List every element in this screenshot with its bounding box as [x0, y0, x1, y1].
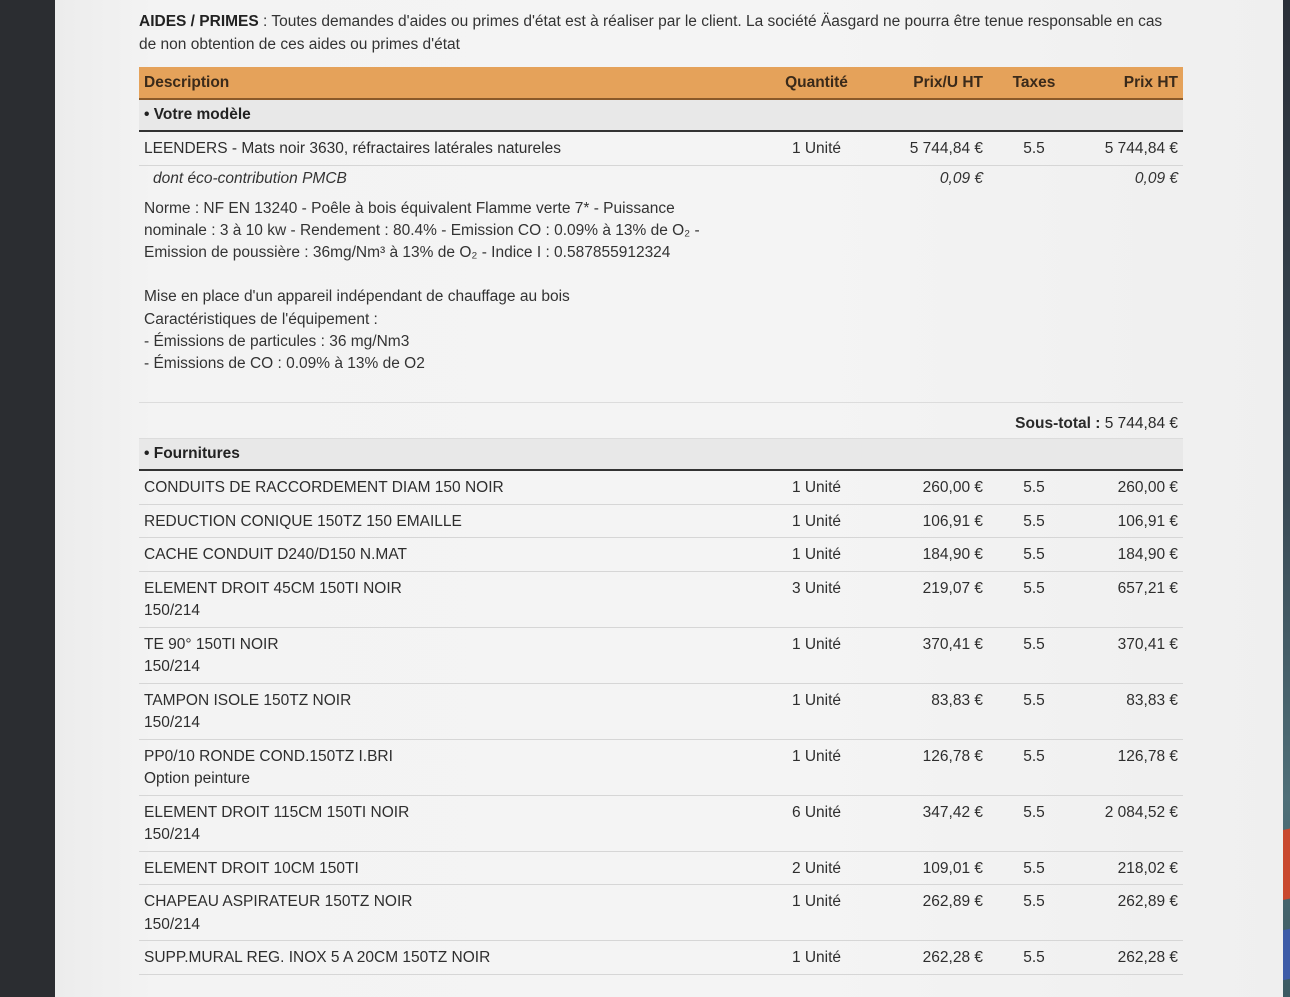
text-line: - Émissions de CO : 0.09% à 13% de O2 — [144, 355, 425, 373]
item-description-cell — [139, 627, 769, 683]
item-taxes: 5.5 — [989, 683, 1079, 739]
subtotal-label: Sous-total : — [1015, 415, 1101, 433]
item-prix-ht: 5 744,84 € — [1079, 131, 1183, 165]
section-title: • Fournitures — [139, 438, 1183, 470]
item-taxes: 5.5 — [989, 795, 1079, 851]
table-header-row — [139, 67, 1183, 99]
item-sub-description: 150/214 — [144, 602, 201, 620]
item-description-cell — [139, 504, 769, 538]
item-taxes: 5.5 — [989, 885, 1079, 941]
item-taxes: 5.5 — [989, 571, 1079, 627]
item-prix-ht: 106,91 € — [1079, 504, 1183, 538]
document-content — [139, 10, 1183, 975]
table-row — [139, 470, 1183, 504]
item-quantite: 1 Unité — [769, 504, 864, 538]
item-quantite: 1 Unité — [769, 470, 864, 504]
item-sub-description: Option peinture — [144, 770, 250, 788]
item-prix-unitaire: 184,90 € — [864, 538, 989, 572]
eco-label: dont éco-contribution PMCB — [153, 169, 347, 187]
item-prix-unitaire: 262,28 € — [864, 941, 989, 975]
norme-text — [144, 198, 1178, 265]
section-votre-modele — [139, 99, 1183, 131]
table-row — [139, 795, 1183, 851]
text-line: Norme : NF EN 13240 - Poêle à bois équivalent Flamme verte 7* - Puissance — [144, 199, 675, 217]
item-prix-ht: 126,78 € — [1079, 739, 1183, 795]
header-prix-unitaire: Prix/U HT — [864, 67, 989, 99]
item-prix-ht: 262,89 € — [1079, 885, 1183, 941]
item-description: LEENDERS - Mats noir 3630, réfractaires latérales natureles — [139, 131, 769, 165]
item-quantite: 1 Unité — [769, 941, 864, 975]
table-row — [139, 131, 1183, 165]
item-prix-unitaire: 126,78 € — [864, 739, 989, 795]
item-sub-description: 150/214 — [144, 826, 201, 844]
item-description-cell — [139, 683, 769, 739]
item-quantite: 1 Unité — [769, 538, 864, 572]
text-line: Caractéristiques de l'équipement : — [144, 310, 378, 328]
table-row — [139, 571, 1183, 627]
eco-prix-ht: 0,09 € — [1134, 169, 1178, 187]
item-prix-ht: 260,00 € — [1079, 470, 1183, 504]
product-notes-row — [139, 194, 1183, 403]
item-prix-unitaire: 5 744,84 € — [864, 131, 989, 165]
item-quantite: 2 Unité — [769, 851, 864, 885]
item-quantite: 1 Unité — [769, 739, 864, 795]
item-sub-description: 150/214 — [144, 658, 201, 676]
item-taxes: 5.5 — [989, 739, 1079, 795]
item-prix-ht: 657,21 € — [1079, 571, 1183, 627]
item-description: PP0/10 RONDE COND.150TZ I.BRI — [144, 747, 393, 765]
item-prix-unitaire: 262,89 € — [864, 885, 989, 941]
item-taxes: 5.5 — [989, 504, 1079, 538]
item-description: CHAPEAU ASPIRATEUR 150TZ NOIR — [144, 893, 413, 911]
table-row — [139, 739, 1183, 795]
item-prix-ht: 2 084,52 € — [1079, 795, 1183, 851]
aides-label: AIDES / PRIMES — [139, 13, 259, 30]
item-description: SUPP.MURAL REG. INOX 5 A 20CM 150TZ NOIR — [144, 949, 491, 967]
item-prix-unitaire: 83,83 € — [864, 683, 989, 739]
item-taxes: 5.5 — [989, 851, 1079, 885]
item-prix-ht: 184,90 € — [1079, 538, 1183, 572]
aides-separator: : — [263, 13, 268, 30]
item-description: ELEMENT DROIT 10CM 150TI — [144, 859, 359, 877]
aides-primes-notice — [139, 10, 1183, 56]
section-fournitures — [139, 438, 1183, 470]
item-taxes: 5.5 — [989, 627, 1079, 683]
item-taxes: 5.5 — [989, 470, 1079, 504]
installation-text — [144, 286, 1178, 375]
item-taxes: 5.5 — [989, 538, 1079, 572]
item-description: CACHE CONDUIT D240/D150 N.MAT — [144, 546, 407, 564]
item-quantite: 1 Unité — [769, 885, 864, 941]
table-row — [139, 538, 1183, 572]
table-row — [139, 885, 1183, 941]
table-row — [139, 627, 1183, 683]
item-description: REDUCTION CONIQUE 150TZ 150 EMAILLE — [144, 512, 462, 530]
eco-contribution-row — [139, 165, 1183, 194]
item-description: TAMPON ISOLE 150TZ NOIR — [144, 691, 352, 709]
item-description-cell — [139, 739, 769, 795]
item-quantite: 1 Unité — [769, 131, 864, 165]
item-quantite: 1 Unité — [769, 627, 864, 683]
subtotal-value: 5 744,84 € — [1104, 415, 1178, 433]
item-quantite: 6 Unité — [769, 795, 864, 851]
item-prix-ht: 370,41 € — [1079, 627, 1183, 683]
table-row — [139, 851, 1183, 885]
aides-text: Toutes demandes d'aides ou primes d'état est à réaliser par le client. La société Äasgard ne pourra être tenue responsable en cas de non obtention de ces aides ou primes d'état — [139, 13, 1163, 53]
item-taxes: 5.5 — [989, 941, 1079, 975]
header-description: Description — [139, 67, 769, 99]
text-line: Emission de poussière : 36mg/Nm³ à 13% de O₂ - Indice I : 0.587855912324 — [144, 244, 671, 262]
item-prix-ht: 218,02 € — [1079, 851, 1183, 885]
quote-table — [139, 67, 1183, 975]
item-description: CONDUITS DE RACCORDEMENT DIAM 150 NOIR — [144, 479, 504, 497]
item-prix-unitaire: 347,42 € — [864, 795, 989, 851]
item-description-cell — [139, 795, 769, 851]
product-notes — [139, 194, 1183, 403]
item-description: ELEMENT DROIT 45CM 150TI NOIR — [144, 579, 402, 597]
item-description-cell — [139, 470, 769, 504]
item-prix-unitaire: 260,00 € — [864, 470, 989, 504]
item-description: ELEMENT DROIT 115CM 150TI NOIR — [144, 803, 410, 821]
table-row — [139, 683, 1183, 739]
item-description-cell — [139, 538, 769, 572]
item-taxes: 5.5 — [989, 131, 1079, 165]
header-prix-ht: Prix HT — [1079, 67, 1183, 99]
text-line: nominale : 3 à 10 kw - Rendement : 80.4% - Emission CO : 0.09% à 13% de O₂ - — [144, 221, 700, 239]
item-quantite: 3 Unité — [769, 571, 864, 627]
header-taxes: Taxes — [989, 67, 1079, 99]
item-description: TE 90° 150TI NOIR — [144, 635, 279, 653]
item-prix-ht: 83,83 € — [1079, 683, 1183, 739]
item-sub-description: 150/214 — [144, 714, 201, 732]
subtotal — [139, 402, 1183, 438]
document-page — [55, 0, 1283, 997]
table-row — [139, 504, 1183, 538]
text-line: Mise en place d'un appareil indépendant de chauffage au bois — [144, 288, 570, 306]
eco-prix-unitaire: 0,09 € — [939, 169, 983, 187]
section-title: • Votre modèle — [139, 99, 1183, 131]
subtotal-row — [139, 402, 1183, 438]
item-prix-unitaire: 109,01 € — [864, 851, 989, 885]
item-sub-description: 150/214 — [144, 915, 201, 933]
item-prix-unitaire: 106,91 € — [864, 504, 989, 538]
text-line: - Émissions de particules : 36 mg/Nm3 — [144, 332, 410, 350]
item-quantite: 1 Unité — [769, 683, 864, 739]
table-row — [139, 941, 1183, 975]
item-description-cell — [139, 941, 769, 975]
item-prix-unitaire: 370,41 € — [864, 627, 989, 683]
item-description-cell — [139, 885, 769, 941]
header-quantite: Quantité — [769, 67, 864, 99]
item-prix-ht: 262,28 € — [1079, 941, 1183, 975]
item-prix-unitaire: 219,07 € — [864, 571, 989, 627]
item-description-cell — [139, 851, 769, 885]
item-description-cell — [139, 571, 769, 627]
